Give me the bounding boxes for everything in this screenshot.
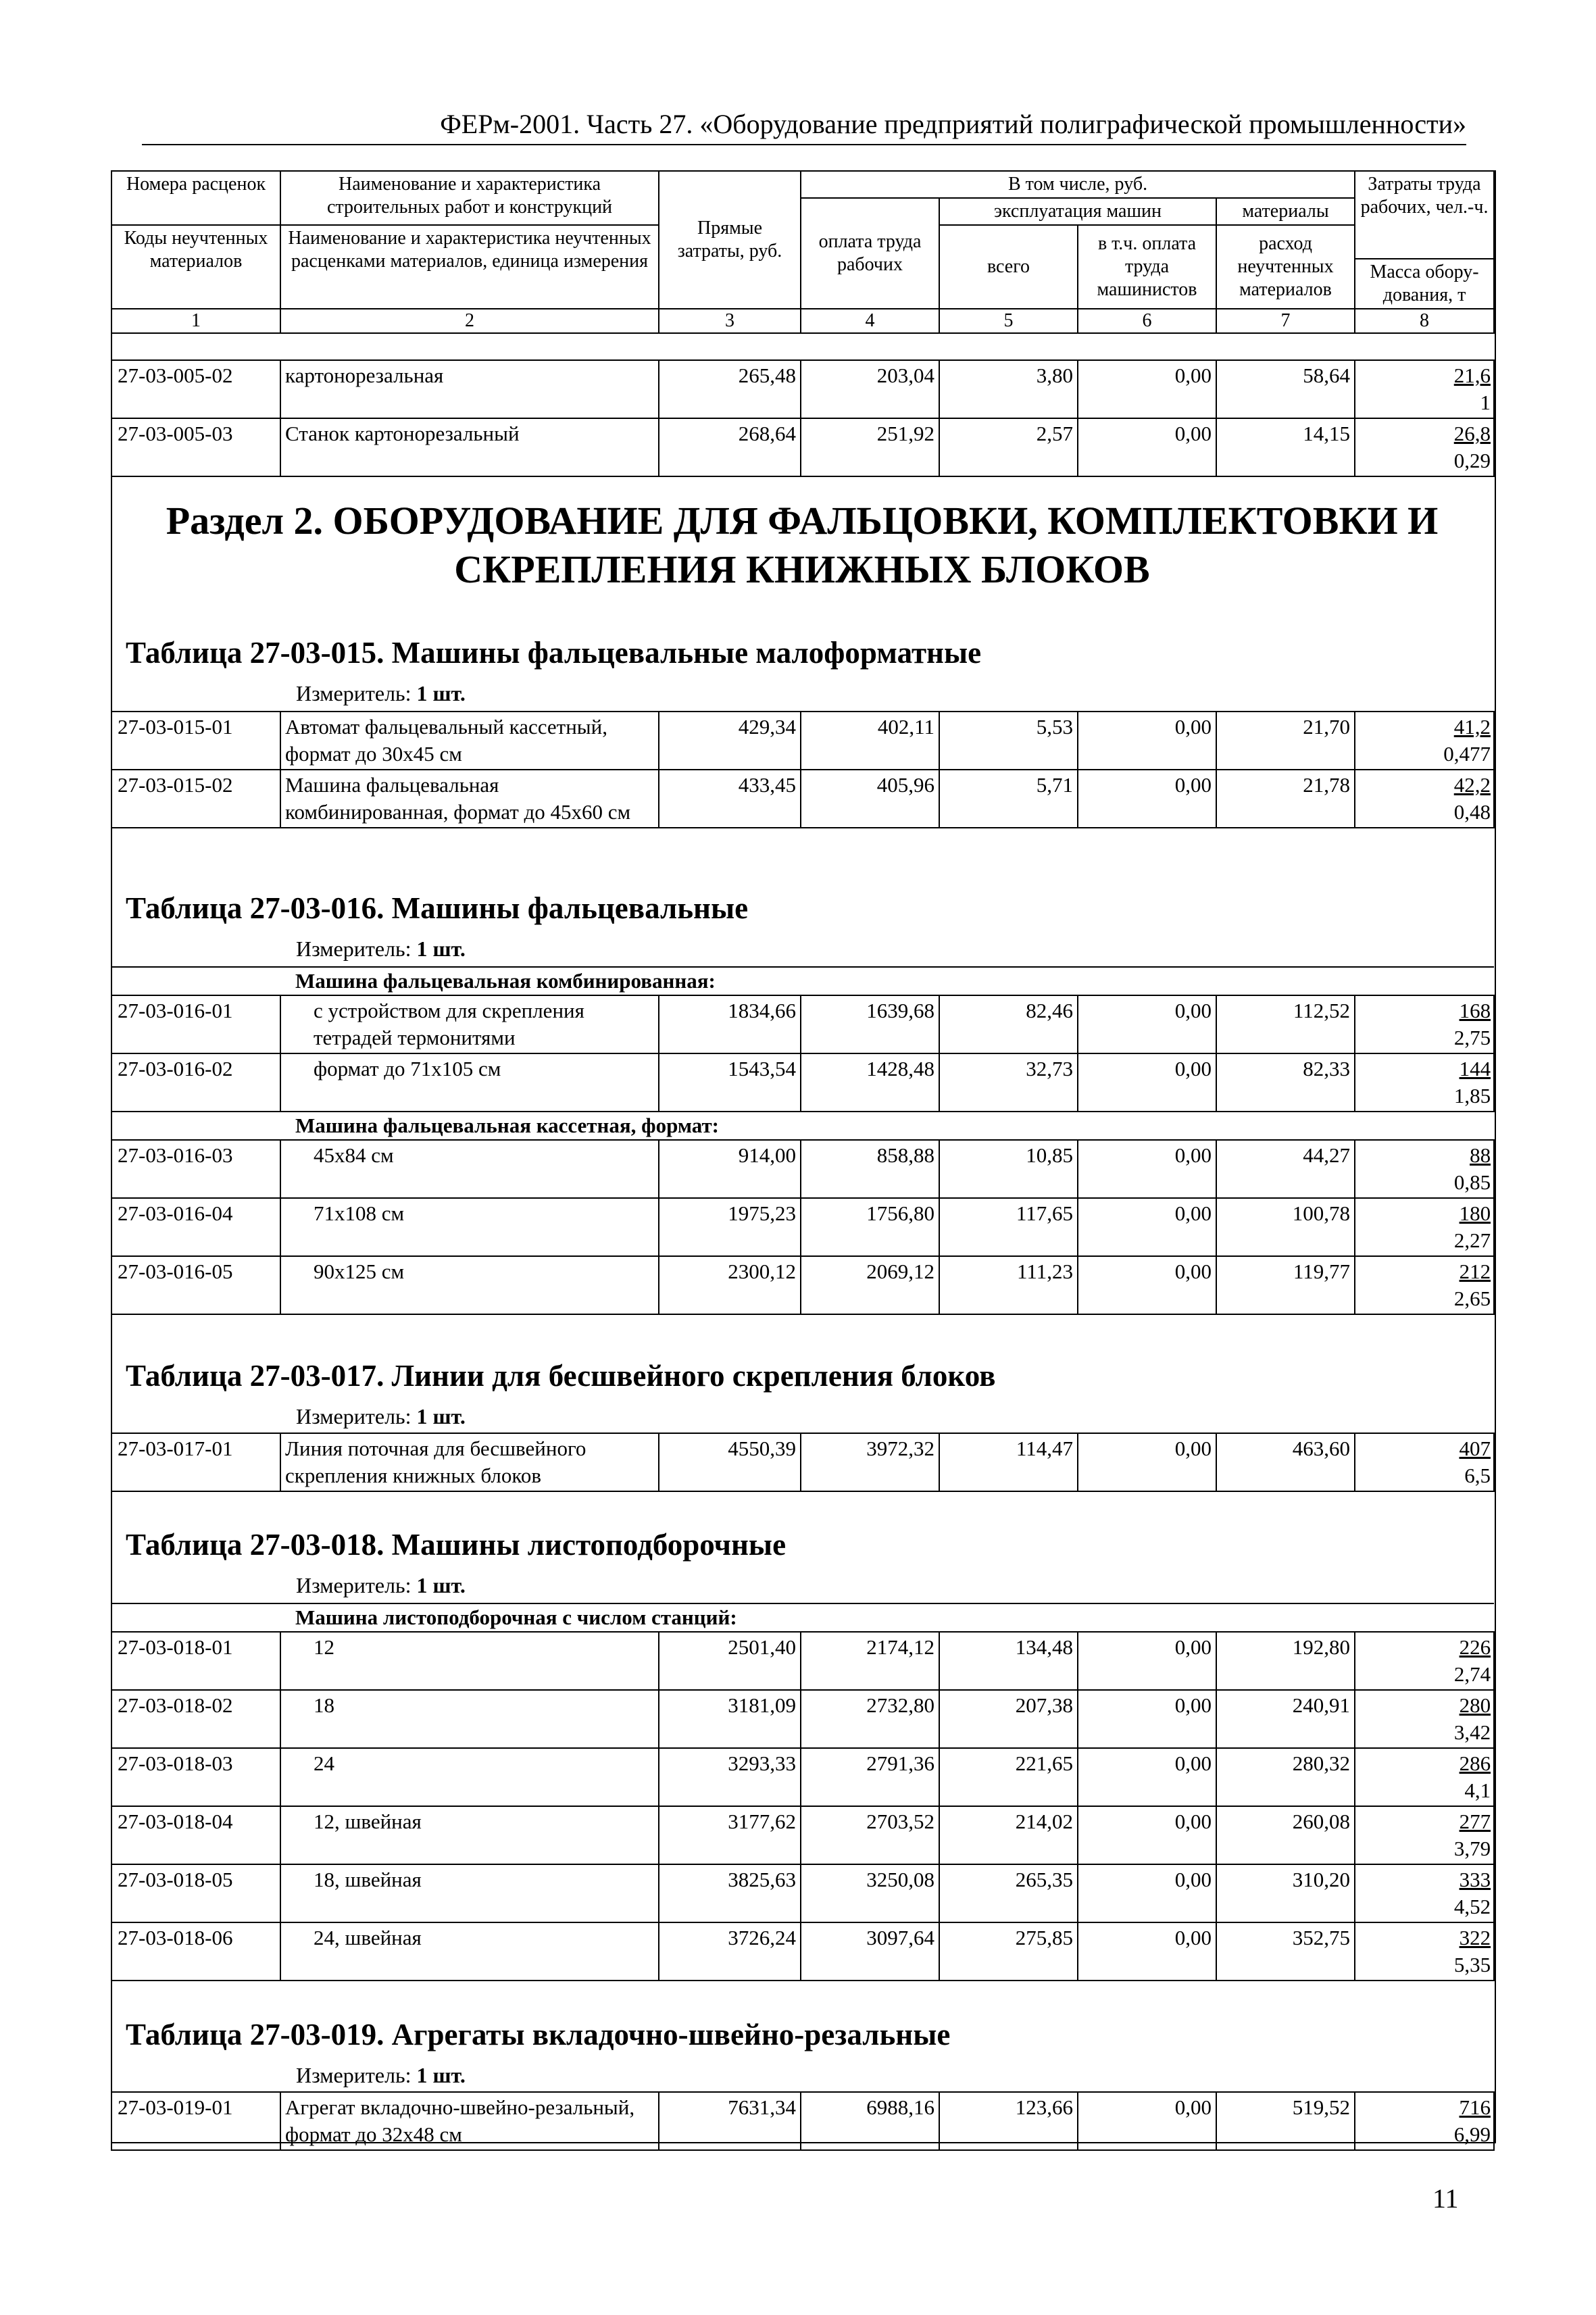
header-direct-costs: Прямые затраты, руб. (659, 171, 801, 309)
machinist-pay: 0,00 (1078, 1433, 1216, 1491)
section-title (111, 497, 1493, 594)
equipment-mass: 6,5 (1464, 1464, 1491, 1487)
labor-hours: 280 (1459, 1693, 1491, 1717)
continuation-table (111, 359, 1495, 477)
machinist-pay: 0,00 (1078, 712, 1216, 770)
measure-value: 1 шт. (416, 937, 466, 961)
column-number: 8 (1355, 309, 1494, 333)
direct-costs: 2300,12 (659, 1256, 801, 1314)
machines-total: 3,80 (939, 360, 1078, 418)
material-consumption: 310,20 (1216, 1864, 1355, 1922)
measure-label: Измеритель: (296, 937, 412, 961)
labor-hours: 42,2 (1453, 773, 1491, 797)
column-numbers-row (111, 309, 1494, 333)
direct-costs: 1834,66 (659, 995, 801, 1053)
machines-total: 82,46 (939, 995, 1078, 1053)
measure-label: Измеритель: (296, 2063, 412, 2087)
work-name: Линия поточная для бесшвейного скрепления книжных блоков (280, 1433, 659, 1491)
rate-code: 27-03-018-05 (111, 1864, 280, 1922)
labor-and-mass-cell (1355, 1433, 1494, 1491)
work-name: формат до 71х105 см (280, 1053, 659, 1112)
column-number: 3 (659, 309, 801, 333)
work-name: Машина фальцевальная комбинированная, формат до 45х60 см (280, 770, 659, 828)
rate-code: 27-03-015-01 (111, 712, 280, 770)
column-number: 2 (280, 309, 659, 333)
column-number: 6 (1078, 309, 1216, 333)
direct-costs: 3293,33 (659, 1748, 801, 1806)
material-consumption: 82,33 (1216, 1053, 1355, 1112)
material-consumption: 44,27 (1216, 1140, 1355, 1198)
labor-and-mass-cell (1355, 770, 1494, 828)
machinist-pay: 0,00 (1078, 360, 1216, 418)
material-consumption: 260,08 (1216, 1806, 1355, 1864)
header-material-codes: Коды неучтенных материалов (111, 225, 280, 309)
equipment-mass: 6,99 (1453, 2122, 1491, 2146)
rate-code: 27-03-005-02 (111, 360, 280, 418)
equipment-mass: 3,42 (1453, 1720, 1491, 1744)
subgroup-heading: Машина фальцевальная кассетная, формат: (111, 1112, 1494, 1140)
machines-total: 207,38 (939, 1690, 1078, 1748)
worker-pay: 2703,52 (801, 1806, 939, 1864)
machines-total: 5,71 (939, 770, 1078, 828)
table-row (111, 1198, 1494, 1256)
header-equipment-mass: Масса обору-дования, т (1355, 259, 1494, 309)
equipment-mass: 3,79 (1453, 1837, 1491, 1860)
table-019 (111, 2091, 1495, 2151)
labor-hours: 322 (1459, 1926, 1491, 1949)
labor-hours: 168 (1459, 999, 1491, 1022)
table-row (111, 1632, 1494, 1690)
equipment-mass: 0,48 (1453, 800, 1491, 824)
column-number: 7 (1216, 309, 1355, 333)
header-material-name: Наименование и характеристика неучтенных расценками материалов, единица измерения (280, 225, 659, 309)
labor-hours: 21,6 (1453, 364, 1491, 387)
table-row (111, 1922, 1494, 1981)
equipment-mass: 5,35 (1453, 1953, 1491, 1976)
rate-code: 27-03-018-06 (111, 1922, 280, 1981)
equipment-mass: 4,1 (1464, 1778, 1491, 1802)
machinist-pay: 0,00 (1078, 995, 1216, 1053)
table-row (111, 1140, 1494, 1198)
work-name: 18, швейная (280, 1864, 659, 1922)
machines-total: 117,65 (939, 1198, 1078, 1256)
header-machines-total: всего (939, 225, 1078, 309)
work-name: 12, швейная (280, 1806, 659, 1864)
header-labor-hours: Затраты труда рабочих, чел.-ч. (1355, 171, 1494, 259)
worker-pay: 1428,48 (801, 1053, 939, 1112)
work-name: 90х125 см (280, 1256, 659, 1314)
labor-and-mass-cell (1355, 1256, 1494, 1314)
direct-costs: 3177,62 (659, 1806, 801, 1864)
measure-value: 1 шт. (416, 2063, 466, 2087)
table-row (111, 418, 1494, 476)
machinist-pay: 0,00 (1078, 1690, 1216, 1748)
labor-and-mass-cell (1355, 1140, 1494, 1198)
direct-costs: 914,00 (659, 1140, 801, 1198)
machinist-pay: 0,00 (1078, 1198, 1216, 1256)
worker-pay: 2791,36 (801, 1748, 939, 1806)
measure-unit (296, 681, 466, 706)
worker-pay: 858,88 (801, 1140, 939, 1198)
table-017 (111, 1433, 1495, 1492)
labor-and-mass-cell (1355, 995, 1494, 1053)
machinist-pay: 0,00 (1078, 2092, 1216, 2150)
labor-and-mass-cell (1355, 1748, 1494, 1806)
material-consumption: 519,52 (1216, 2092, 1355, 2150)
machines-total: 214,02 (939, 1806, 1078, 1864)
table-row (111, 770, 1494, 828)
labor-and-mass-cell (1355, 712, 1494, 770)
header-materials: материалы (1216, 198, 1355, 225)
header-machinist-pay: в т.ч. оплата труда машинистов (1078, 225, 1216, 309)
work-name: 18 (280, 1690, 659, 1748)
equipment-mass: 4,52 (1453, 1895, 1491, 1918)
direct-costs: 4550,39 (659, 1433, 801, 1491)
labor-hours: 226 (1459, 1635, 1491, 1659)
table-row (111, 1256, 1494, 1314)
direct-costs: 265,48 (659, 360, 801, 418)
rate-code: 27-03-016-05 (111, 1256, 280, 1314)
measure-value: 1 шт. (416, 1404, 466, 1428)
equipment-mass: 0,85 (1453, 1170, 1491, 1194)
labor-hours: 277 (1459, 1810, 1491, 1833)
rate-code: 27-03-015-02 (111, 770, 280, 828)
direct-costs: 3825,63 (659, 1864, 801, 1922)
labor-hours: 333 (1459, 1868, 1491, 1891)
rate-code: 27-03-005-03 (111, 418, 280, 476)
direct-costs: 2501,40 (659, 1632, 801, 1690)
subgroup-heading: Машина листоподборочная с числом станций: (111, 1603, 1494, 1632)
material-consumption: 21,70 (1216, 712, 1355, 770)
material-consumption: 14,15 (1216, 418, 1355, 476)
labor-hours: 144 (1459, 1057, 1491, 1080)
labor-hours: 212 (1459, 1260, 1491, 1283)
equipment-mass: 0,29 (1453, 449, 1491, 472)
material-consumption: 352,75 (1216, 1922, 1355, 1981)
labor-hours: 407 (1459, 1437, 1491, 1460)
table-016-title: Таблица 27-03-016. Машины фальцевальные (126, 891, 749, 925)
rate-code: 27-03-018-02 (111, 1690, 280, 1748)
worker-pay: 3972,32 (801, 1433, 939, 1491)
measure-label: Измеритель: (296, 1404, 412, 1428)
machines-total: 123,66 (939, 2092, 1078, 2150)
machines-total: 2,57 (939, 418, 1078, 476)
measure-value: 1 шт. (416, 681, 466, 705)
material-consumption: 240,91 (1216, 1690, 1355, 1748)
worker-pay: 2732,80 (801, 1690, 939, 1748)
labor-and-mass-cell (1355, 1806, 1494, 1864)
material-consumption: 21,78 (1216, 770, 1355, 828)
table-row (111, 2092, 1494, 2150)
labor-and-mass-cell (1355, 1198, 1494, 1256)
worker-pay: 1639,68 (801, 995, 939, 1053)
labor-and-mass-cell (1355, 360, 1494, 418)
work-name: Автомат фальцевальный кассетный, формат до 30х45 см (280, 712, 659, 770)
direct-costs: 1543,54 (659, 1053, 801, 1112)
machinist-pay: 0,00 (1078, 418, 1216, 476)
column-header-table (111, 170, 1495, 334)
subgroup-heading: Машина фальцевальная комбинированная: (111, 967, 1494, 995)
machines-total: 10,85 (939, 1140, 1078, 1198)
column-number: 1 (111, 309, 280, 333)
direct-costs: 429,34 (659, 712, 801, 770)
table-row (111, 1433, 1494, 1491)
labor-and-mass-cell (1355, 1864, 1494, 1922)
worker-pay: 1756,80 (801, 1198, 939, 1256)
equipment-mass: 1,85 (1453, 1084, 1491, 1107)
material-consumption: 192,80 (1216, 1632, 1355, 1690)
equipment-mass: 2,27 (1453, 1228, 1491, 1252)
header-machine-operation: эксплуатация машин (939, 198, 1216, 225)
table-018-title: Таблица 27-03-018. Машины листоподборочные (126, 1528, 787, 1562)
worker-pay: 402,11 (801, 712, 939, 770)
table-row (111, 1053, 1494, 1112)
measure-value: 1 шт. (416, 1573, 466, 1597)
worker-pay: 3097,64 (801, 1922, 939, 1981)
header-codes: Номера расценок (111, 171, 280, 225)
direct-costs: 7631,34 (659, 2092, 801, 2150)
direct-costs: 268,64 (659, 418, 801, 476)
labor-and-mass-cell (1355, 1690, 1494, 1748)
labor-and-mass-cell (1355, 1922, 1494, 1981)
section-title-line: СКРЕПЛЕНИЯ КНИЖНЫХ БЛОКОВ (454, 547, 1150, 591)
rate-code: 27-03-016-04 (111, 1198, 280, 1256)
worker-pay: 2069,12 (801, 1256, 939, 1314)
material-consumption: 119,77 (1216, 1256, 1355, 1314)
labor-hours: 180 (1459, 1201, 1491, 1225)
table-018 (111, 1603, 1495, 1981)
worker-pay: 405,96 (801, 770, 939, 828)
header-worker-pay: оплата труда рабочих (801, 198, 939, 309)
table-015 (111, 711, 1495, 828)
rate-code: 27-03-018-03 (111, 1748, 280, 1806)
machinist-pay: 0,00 (1078, 1748, 1216, 1806)
worker-pay: 2174,12 (801, 1632, 939, 1690)
machinist-pay: 0,00 (1078, 1632, 1216, 1690)
work-name: 24 (280, 1748, 659, 1806)
table-row (111, 360, 1494, 418)
machines-total: 5,53 (939, 712, 1078, 770)
machinist-pay: 0,00 (1078, 1256, 1216, 1314)
measure-unit (296, 937, 466, 962)
direct-costs: 3181,09 (659, 1690, 801, 1748)
header-work-name: Наименование и характеристика строительных работ и конструкций (280, 171, 659, 225)
rate-code: 27-03-016-01 (111, 995, 280, 1053)
worker-pay: 251,92 (801, 418, 939, 476)
labor-hours: 716 (1459, 2095, 1491, 2119)
header-material-consumption: расход неучтенных материалов (1216, 225, 1355, 309)
machines-total: 221,65 (939, 1748, 1078, 1806)
labor-hours: 26,8 (1453, 422, 1491, 445)
table-017-title: Таблица 27-03-017. Линии для бесшвейного скрепления блоков (126, 1359, 996, 1393)
material-consumption: 58,64 (1216, 360, 1355, 418)
rate-code: 27-03-019-01 (111, 2092, 280, 2150)
material-consumption: 463,60 (1216, 1433, 1355, 1491)
labor-hours: 286 (1459, 1751, 1491, 1775)
machinist-pay: 0,00 (1078, 1864, 1216, 1922)
worker-pay: 6988,16 (801, 2092, 939, 2150)
work-name: картонорезальная (280, 360, 659, 418)
work-name: 71х108 см (280, 1198, 659, 1256)
measure-unit (296, 2063, 466, 2088)
table-row (111, 1806, 1494, 1864)
machines-total: 275,85 (939, 1922, 1078, 1981)
section-title-line: Раздел 2. ОБОРУДОВАНИЕ ДЛЯ ФАЛЬЦОВКИ, КОМПЛЕКТОВКИ И (166, 499, 1439, 543)
worker-pay: 203,04 (801, 360, 939, 418)
rate-code: 27-03-016-03 (111, 1140, 280, 1198)
material-consumption: 100,78 (1216, 1198, 1355, 1256)
labor-and-mass-cell (1355, 1053, 1494, 1112)
machinist-pay: 0,00 (1078, 1053, 1216, 1112)
worker-pay: 3250,08 (801, 1864, 939, 1922)
work-name: Станок картонорезальный (280, 418, 659, 476)
material-consumption: 112,52 (1216, 995, 1355, 1053)
machines-total: 32,73 (939, 1053, 1078, 1112)
machines-total: 114,47 (939, 1433, 1078, 1491)
machinist-pay: 0,00 (1078, 1922, 1216, 1981)
header-including: В том числе, руб. (801, 171, 1355, 198)
machines-total: 134,48 (939, 1632, 1078, 1690)
direct-costs: 433,45 (659, 770, 801, 828)
work-name: с устройством для скрепления тетрадей термонитями (280, 995, 659, 1053)
machines-total: 265,35 (939, 1864, 1078, 1922)
equipment-mass: 1 (1480, 391, 1491, 414)
measure-label: Измеритель: (296, 1573, 412, 1597)
direct-costs: 3726,24 (659, 1922, 801, 1981)
labor-and-mass-cell (1355, 1632, 1494, 1690)
measure-unit (296, 1404, 466, 1429)
machinist-pay: 0,00 (1078, 1806, 1216, 1864)
rate-code: 27-03-018-01 (111, 1632, 280, 1690)
material-consumption: 280,32 (1216, 1748, 1355, 1806)
page-header: ФЕРм-2001. Часть 27. «Оборудование предприятий полиграфической промышленности» (142, 108, 1466, 145)
equipment-mass: 0,477 (1443, 742, 1491, 766)
rate-code: 27-03-016-02 (111, 1053, 280, 1112)
rate-code: 27-03-017-01 (111, 1433, 280, 1491)
work-name: Агрегат вкладочно-швейно-резальный, формат до 32х48 см (280, 2092, 659, 2150)
rate-code: 27-03-018-04 (111, 1806, 280, 1864)
labor-and-mass-cell (1355, 418, 1494, 476)
labor-and-mass-cell (1355, 2092, 1494, 2150)
labor-hours: 41,2 (1453, 715, 1491, 739)
machinist-pay: 0,00 (1078, 1140, 1216, 1198)
equipment-mass: 2,74 (1453, 1662, 1491, 1686)
work-name: 24, швейная (280, 1922, 659, 1981)
table-row (111, 1864, 1494, 1922)
table-016 (111, 966, 1495, 1315)
direct-costs: 1975,23 (659, 1198, 801, 1256)
table-015-title: Таблица 27-03-015. Машины фальцевальные малоформатные (126, 636, 982, 670)
labor-hours: 88 (1470, 1143, 1491, 1167)
table-row (111, 1748, 1494, 1806)
equipment-mass: 2,65 (1453, 1287, 1491, 1310)
equipment-mass: 2,75 (1453, 1026, 1491, 1049)
machinist-pay: 0,00 (1078, 770, 1216, 828)
machines-total: 111,23 (939, 1256, 1078, 1314)
column-number: 5 (939, 309, 1078, 333)
measure-label: Измеритель: (296, 681, 412, 705)
table-row (111, 1690, 1494, 1748)
page-number: 11 (1432, 2183, 1459, 2214)
measure-unit (296, 1573, 466, 1598)
work-name: 12 (280, 1632, 659, 1690)
table-row (111, 712, 1494, 770)
work-name: 45х84 см (280, 1140, 659, 1198)
table-019-title: Таблица 27-03-019. Агрегаты вкладочно-швейно-резальные (126, 2018, 951, 2051)
table-row (111, 995, 1494, 1053)
column-number: 4 (801, 309, 939, 333)
